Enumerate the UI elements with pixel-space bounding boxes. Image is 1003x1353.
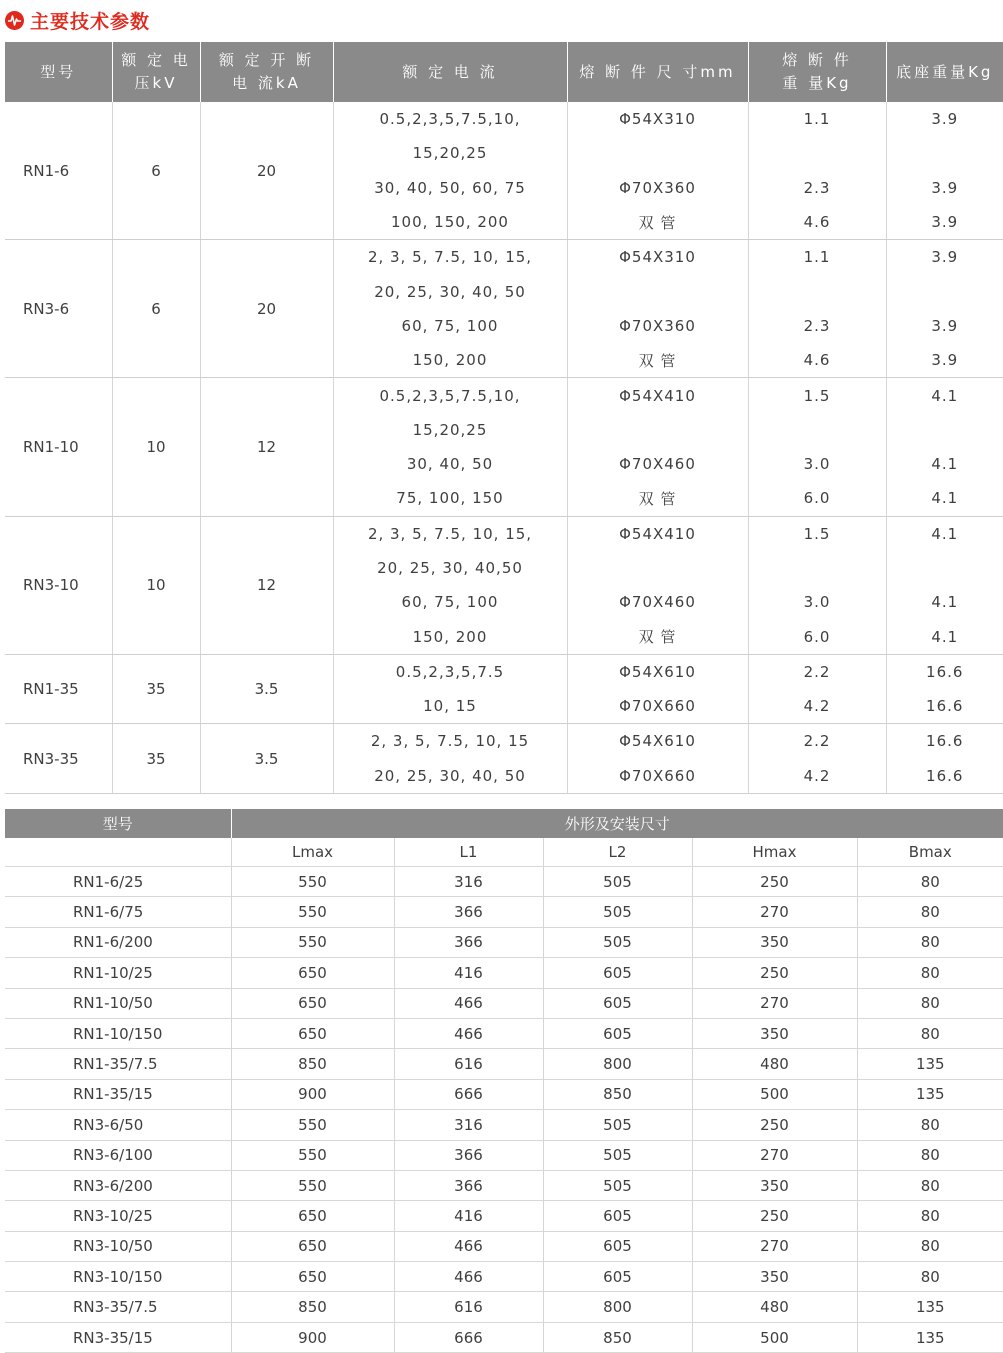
dimension-table-header — [5, 809, 1003, 838]
hmax-cell: 500 — [692, 1079, 857, 1109]
bmax-cell: 80 — [857, 1018, 1003, 1048]
base-weight-cell: 4.1 — [931, 593, 959, 612]
base-weight-cell: 3.9 — [931, 316, 959, 335]
dimension-table-row — [5, 1322, 1003, 1352]
l2-cell: 505 — [543, 1170, 692, 1200]
pulse-icon — [5, 11, 24, 30]
base-weight-cell: 3.9 — [931, 248, 959, 267]
model-cell: RN1-10/50 — [5, 988, 231, 1018]
hmax-cell: 350 — [692, 1018, 857, 1048]
l1-cell: 416 — [394, 1201, 543, 1231]
hmax-cell: 350 — [692, 927, 857, 957]
l1-cell: 366 — [394, 897, 543, 927]
model-cell: RN3-35/15 — [5, 1322, 231, 1352]
bmax-cell: 80 — [857, 1201, 1003, 1231]
lmax-cell: 550 — [231, 1170, 394, 1200]
fuse-weight-cell: 1.1 — [748, 240, 886, 275]
fuse-size-cell: 双 管 — [567, 343, 748, 378]
base-weight-cell: 4.1 — [931, 455, 959, 474]
spec-table-row — [5, 724, 1003, 759]
bmax-cell: 80 — [857, 1140, 1003, 1170]
fuse-weight-cell: 1.5 — [748, 378, 886, 413]
dimension-table-row — [5, 1018, 1003, 1048]
l2-cell: 850 — [543, 1322, 692, 1352]
model-cell: RN3-10/50 — [5, 1231, 231, 1261]
hmax-cell: 270 — [692, 1231, 857, 1261]
lmax-cell: 850 — [231, 1049, 394, 1079]
fuse-size-cell: Φ70X660 — [567, 759, 748, 794]
fuse-size-cell — [567, 551, 748, 585]
sub-header-bmax: Bmax — [857, 838, 1003, 867]
hmax-cell: 250 — [692, 1201, 857, 1231]
l2-cell: 505 — [543, 1140, 692, 1170]
lmax-cell: 550 — [231, 897, 394, 927]
fuse-weight-cell: 3.0 — [748, 447, 886, 481]
fuse-size-cell: 双 管 — [567, 481, 748, 516]
spec-table-row — [5, 516, 1003, 551]
rated-current-cell: 30, 40, 50 — [333, 447, 567, 481]
l1-cell: 366 — [394, 1170, 543, 1200]
bmax-cell: 80 — [857, 1231, 1003, 1261]
lmax-cell: 650 — [231, 988, 394, 1018]
l2-cell: 505 — [543, 867, 692, 897]
hmax-cell: 250 — [692, 867, 857, 897]
model-cell: RN3-35/7.5 — [5, 1292, 231, 1322]
rated-current-cell: 60, 75, 100 — [333, 309, 567, 343]
base-weight-cell: 4.1 — [931, 386, 959, 405]
dimension-table-row — [5, 1079, 1003, 1109]
base-weight-cell: 16.6 — [886, 689, 1003, 724]
lmax-cell: 550 — [231, 1110, 394, 1140]
bmax-cell: 80 — [857, 1110, 1003, 1140]
header-base-weight: 底座重量Kg — [886, 42, 1003, 102]
spec-table-row — [5, 102, 1003, 136]
dimension-table-row — [5, 1110, 1003, 1140]
model-cell: RN1-6/200 — [5, 927, 231, 957]
l2-cell: 505 — [543, 1110, 692, 1140]
base-weight-cell — [886, 136, 1003, 170]
base-weight-cell: 4.1 — [886, 481, 1003, 516]
base-weight-cell: 16.6 — [926, 732, 964, 751]
l1-cell: 316 — [394, 867, 543, 897]
fuse-weight-cell: 2.3 — [748, 309, 886, 343]
dimension-table-row — [5, 1140, 1003, 1170]
fuse-weight-cell: 4.6 — [748, 205, 886, 240]
l1-cell: 666 — [394, 1322, 543, 1352]
dimension-table-row — [5, 988, 1003, 1018]
section-title — [5, 6, 150, 34]
lmax-cell: 900 — [231, 1079, 394, 1109]
base-weight-cell: 16.6 — [886, 759, 1003, 794]
fuse-size-cell — [567, 274, 748, 308]
model-cell: RN1-10/25 — [5, 958, 231, 988]
bmax-cell: 80 — [857, 958, 1003, 988]
l2-cell: 505 — [543, 927, 692, 957]
rated-current-cell: 20, 25, 30, 40, 50 — [333, 759, 567, 794]
base-weight-cell: 4.1 — [931, 524, 959, 543]
hmax-cell: 270 — [692, 1140, 857, 1170]
base-weight-cell: 3.9 — [931, 110, 959, 129]
fuse-size-cell: Φ54X410 — [567, 516, 748, 551]
fuse-weight-cell: 1.1 — [748, 102, 886, 136]
rated-current-cell: 150, 200 — [333, 343, 567, 378]
model-cell: RN1-10 — [5, 378, 112, 516]
lmax-cell: 650 — [231, 1231, 394, 1261]
breaking-current-cell: 20 — [200, 240, 333, 378]
breaking-current-cell: 3.5 — [200, 654, 333, 724]
l1-cell: 666 — [394, 1079, 543, 1109]
section-title-text: 主要技术参数 — [30, 10, 151, 33]
l1-cell: 366 — [394, 1140, 543, 1170]
l1-cell: 416 — [394, 958, 543, 988]
rated-current-cell: 100, 150, 200 — [333, 205, 567, 240]
base-weight-cell — [886, 413, 1003, 447]
breaking-current-cell: 12 — [200, 516, 333, 654]
header-dimensions: 外形及安装尺寸 — [231, 809, 1003, 838]
fuse-size-cell: Φ70X360 — [567, 309, 748, 343]
hmax-cell: 500 — [692, 1322, 857, 1352]
dimension-table-row — [5, 1262, 1003, 1292]
base-weight-cell: 3.9 — [886, 343, 1003, 378]
bmax-cell: 80 — [857, 1262, 1003, 1292]
l1-cell: 466 — [394, 988, 543, 1018]
rated-current-cell: 0.5,2,3,5,7.5 — [333, 654, 567, 689]
bmax-cell: 135 — [857, 1049, 1003, 1079]
spec-table-header — [5, 42, 1003, 102]
voltage-cell: 10 — [112, 378, 200, 516]
l1-cell: 316 — [394, 1110, 543, 1140]
fuse-weight-cell: 1.5 — [748, 516, 886, 551]
header-model: 型号 — [5, 809, 231, 838]
bmax-cell: 80 — [857, 927, 1003, 957]
base-weight-cell: 3.9 — [886, 205, 1003, 240]
dimension-table-row — [5, 958, 1003, 988]
l2-cell: 800 — [543, 1292, 692, 1322]
base-weight-cell — [886, 274, 1003, 308]
voltage-cell: 6 — [112, 240, 200, 378]
l1-cell: 616 — [394, 1049, 543, 1079]
l2-cell: 605 — [543, 958, 692, 988]
rated-current-cell: 20, 25, 30, 40, 50 — [333, 274, 567, 308]
l1-cell: 466 — [394, 1018, 543, 1048]
dimension-sub-header — [5, 838, 1003, 867]
lmax-cell: 650 — [231, 1262, 394, 1292]
fuse-weight-cell — [748, 551, 886, 585]
base-weight-cell: 16.6 — [926, 662, 964, 681]
fuse-weight-cell: 6.0 — [748, 619, 886, 654]
voltage-cell: 10 — [112, 516, 200, 654]
bmax-cell: 80 — [857, 867, 1003, 897]
breaking-current-cell: 12 — [200, 378, 333, 516]
spec-table-row — [5, 654, 1003, 689]
model-cell: RN1-6 — [5, 102, 112, 240]
hmax-cell: 270 — [692, 988, 857, 1018]
rated-current-cell: 2, 3, 5, 7.5, 10, 15 — [333, 724, 567, 759]
model-cell: RN1-10/150 — [5, 1018, 231, 1048]
rated-current-cell: 60, 75, 100 — [333, 585, 567, 619]
header-fuse-weight: 熔 断 件 重 量Kg — [748, 42, 886, 102]
fuse-weight-cell: 6.0 — [748, 481, 886, 516]
fuse-size-cell: Φ54X610 — [567, 724, 748, 759]
sub-header-lmax: Lmax — [231, 838, 394, 867]
spec-table-row — [5, 240, 1003, 275]
lmax-cell: 550 — [231, 927, 394, 957]
model-cell: RN1-6/75 — [5, 897, 231, 927]
fuse-size-cell: Φ70X460 — [567, 447, 748, 481]
model-cell: RN3-10/25 — [5, 1201, 231, 1231]
lmax-cell: 900 — [231, 1322, 394, 1352]
base-weight-cell: 4.1 — [886, 619, 1003, 654]
spec-table-row — [5, 378, 1003, 413]
model-cell: RN1-6/25 — [5, 867, 231, 897]
bmax-cell: 80 — [857, 1170, 1003, 1200]
rated-current-cell: 75, 100, 150 — [333, 481, 567, 516]
rated-current-cell: 30, 40, 50, 60, 75 — [333, 171, 567, 205]
bmax-cell: 135 — [857, 1079, 1003, 1109]
fuse-weight-cell: 4.2 — [748, 689, 886, 724]
dimension-table — [5, 809, 1003, 1353]
l2-cell: 850 — [543, 1079, 692, 1109]
voltage-cell: 35 — [112, 724, 200, 794]
rated-current-cell: 20, 25, 30, 40,50 — [333, 551, 567, 585]
breaking-current-cell: 20 — [200, 102, 333, 240]
header-breaking-current: 额 定 开 断 电 流kA — [200, 42, 333, 102]
l2-cell: 605 — [543, 1018, 692, 1048]
lmax-cell: 650 — [231, 1201, 394, 1231]
fuse-size-cell — [567, 136, 748, 170]
fuse-weight-cell: 2.3 — [748, 171, 886, 205]
bmax-cell: 135 — [857, 1292, 1003, 1322]
header-fuse-size: 熔 断 件 尺 寸mm — [567, 42, 748, 102]
rated-current-cell: 10, 15 — [333, 689, 567, 724]
model-cell: RN1-35 — [5, 654, 112, 724]
model-cell: RN3-10/150 — [5, 1262, 231, 1292]
dimension-table-row — [5, 897, 1003, 927]
voltage-cell: 35 — [112, 654, 200, 724]
fuse-size-cell: Φ54X410 — [567, 378, 748, 413]
model-cell: RN3-6/200 — [5, 1170, 231, 1200]
model-cell: RN3-6 — [5, 240, 112, 378]
fuse-size-cell: 双 管 — [567, 619, 748, 654]
rated-current-cell: 15,20,25 — [333, 136, 567, 170]
hmax-cell: 480 — [692, 1292, 857, 1322]
hmax-cell: 250 — [692, 1110, 857, 1140]
model-cell: RN3-6/100 — [5, 1140, 231, 1170]
model-cell: RN3-10 — [5, 516, 112, 654]
bmax-cell: 135 — [857, 1322, 1003, 1352]
l1-cell: 616 — [394, 1292, 543, 1322]
lmax-cell: 650 — [231, 1018, 394, 1048]
lmax-cell: 850 — [231, 1292, 394, 1322]
bmax-cell: 80 — [857, 988, 1003, 1018]
base-weight-cell: 3.9 — [931, 178, 959, 197]
hmax-cell: 480 — [692, 1049, 857, 1079]
fuse-size-cell — [567, 413, 748, 447]
voltage-cell: 6 — [112, 102, 200, 240]
dimension-table-row — [5, 1201, 1003, 1231]
l1-cell: 366 — [394, 927, 543, 957]
dimension-table-row — [5, 867, 1003, 897]
hmax-cell: 250 — [692, 958, 857, 988]
dimension-table-row — [5, 927, 1003, 957]
rated-current-cell: 2, 3, 5, 7.5, 10, 15, — [333, 240, 567, 275]
fuse-size-cell: Φ70X360 — [567, 171, 748, 205]
hmax-cell: 270 — [692, 897, 857, 927]
fuse-weight-cell — [748, 413, 886, 447]
fuse-size-cell: Φ70X660 — [567, 689, 748, 724]
lmax-cell: 650 — [231, 958, 394, 988]
fuse-weight-cell: 4.6 — [748, 343, 886, 378]
dimension-table-row — [5, 1049, 1003, 1079]
spec-table — [5, 42, 1003, 794]
rated-current-cell: 0.5,2,3,5,7.5,10, — [333, 102, 567, 136]
hmax-cell: 350 — [692, 1170, 857, 1200]
sub-header-blank — [5, 838, 231, 867]
fuse-weight-cell: 3.0 — [748, 585, 886, 619]
model-cell: RN3-35 — [5, 724, 112, 794]
dimension-table-row — [5, 1231, 1003, 1261]
hmax-cell: 350 — [692, 1262, 857, 1292]
l2-cell: 800 — [543, 1049, 692, 1079]
sub-header-l2: L2 — [543, 838, 692, 867]
dimension-table-row — [5, 1292, 1003, 1322]
fuse-size-cell: Φ70X460 — [567, 585, 748, 619]
fuse-weight-cell: 2.2 — [748, 724, 886, 759]
lmax-cell: 550 — [231, 1140, 394, 1170]
header-voltage: 额 定 电 压kV — [112, 42, 200, 102]
sub-header-l1: L1 — [394, 838, 543, 867]
dimension-table-row — [5, 1170, 1003, 1200]
model-cell: RN1-35/7.5 — [5, 1049, 231, 1079]
l2-cell: 605 — [543, 988, 692, 1018]
lmax-cell: 550 — [231, 867, 394, 897]
header-model: 型号 — [5, 42, 112, 102]
fuse-weight-cell — [748, 274, 886, 308]
fuse-size-cell: Φ54X610 — [567, 654, 748, 689]
l1-cell: 466 — [394, 1231, 543, 1261]
l1-cell: 466 — [394, 1262, 543, 1292]
rated-current-cell: 2, 3, 5, 7.5, 10, 15, — [333, 516, 567, 551]
bmax-cell: 80 — [857, 897, 1003, 927]
model-cell: RN1-35/15 — [5, 1079, 231, 1109]
l2-cell: 605 — [543, 1201, 692, 1231]
breaking-current-cell: 3.5 — [200, 724, 333, 794]
rated-current-cell: 150, 200 — [333, 619, 567, 654]
l2-cell: 505 — [543, 897, 692, 927]
header-rated-current: 额 定 电 流 — [333, 42, 567, 102]
l2-cell: 605 — [543, 1262, 692, 1292]
rated-current-cell: 0.5,2,3,5,7.5,10, — [333, 378, 567, 413]
fuse-size-cell: 双 管 — [567, 205, 748, 240]
sub-header-hmax: Hmax — [692, 838, 857, 867]
fuse-weight-cell — [748, 136, 886, 170]
model-cell: RN3-6/50 — [5, 1110, 231, 1140]
base-weight-cell — [886, 551, 1003, 585]
fuse-size-cell: Φ54X310 — [567, 102, 748, 136]
fuse-size-cell: Φ54X310 — [567, 240, 748, 275]
fuse-weight-cell: 4.2 — [748, 759, 886, 794]
fuse-weight-cell: 2.2 — [748, 654, 886, 689]
l2-cell: 605 — [543, 1231, 692, 1261]
rated-current-cell: 15,20,25 — [333, 413, 567, 447]
